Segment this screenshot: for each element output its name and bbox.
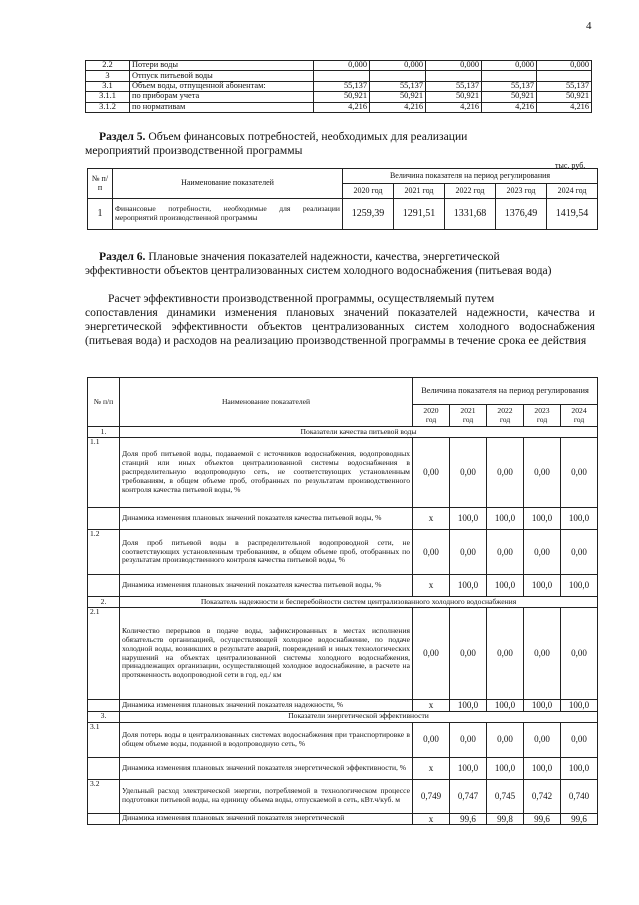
page-number: 4 bbox=[586, 20, 592, 32]
t3-value: 100,0 bbox=[524, 700, 561, 712]
section6-title-line2: эффективности объектов централизованных систем холодного водоснабжения (питьевая вода) bbox=[85, 264, 552, 277]
table-row bbox=[88, 530, 598, 575]
t3-value: 0,00 bbox=[413, 438, 450, 508]
t1-row-num: 2.2 bbox=[86, 61, 130, 71]
t3-value: 0,00 bbox=[524, 530, 561, 575]
t3-value: 100,0 bbox=[487, 575, 524, 597]
t3-value: 0,00 bbox=[487, 530, 524, 575]
t1-row-num: 3.1.1 bbox=[86, 92, 130, 102]
t3-value: 0,00 bbox=[561, 608, 598, 700]
t1-value: 55,137 bbox=[482, 81, 537, 91]
t3-value: 0,00 bbox=[487, 722, 524, 757]
t2-year: 2021 год bbox=[394, 184, 445, 199]
t3-value: 100,0 bbox=[561, 700, 598, 712]
t3-value: х bbox=[413, 813, 450, 825]
t3-value: 0,00 bbox=[487, 608, 524, 700]
t1-row-name: по приборам учета bbox=[130, 92, 314, 102]
t3-col-name: Наименование показателей bbox=[120, 378, 413, 427]
t1-value: 55,137 bbox=[314, 81, 370, 91]
t1-value bbox=[537, 71, 592, 81]
indicators-table bbox=[87, 377, 598, 825]
t3-section-num: 3. bbox=[88, 711, 120, 722]
t2-col-group: Величина показателя на период регулирования bbox=[343, 169, 598, 184]
t3-section-num: 2. bbox=[88, 597, 120, 608]
t3-value: 100,0 bbox=[487, 508, 524, 530]
t3-row-num: 3.2 bbox=[88, 779, 120, 813]
t3-row-name: Доля потерь воды в централизованных системах водоснабжения при транспортировке в общем объеме воды, поданной в водопроводную сеть, % bbox=[120, 722, 413, 757]
t3-value: 0,00 bbox=[524, 722, 561, 757]
t3-value: 0,00 bbox=[487, 438, 524, 508]
t3-value: 100,0 bbox=[561, 575, 598, 597]
t3-year bbox=[524, 405, 561, 427]
t1-value: 4,216 bbox=[537, 102, 592, 112]
table-row bbox=[88, 779, 598, 813]
t2-value: 1259,39 bbox=[343, 199, 394, 230]
t3-row-name: Удельный расход электрической энергии, потребляемой в технологическом процессе подготовки питьевой воды, на единицу объема воды, отпускаемой в сеть, кВт.ч/куб. м bbox=[120, 779, 413, 813]
t3-value: 99,8 bbox=[487, 813, 524, 825]
t1-value: 0,000 bbox=[537, 61, 592, 71]
t3-value: 100,0 bbox=[450, 508, 487, 530]
t1-value: 4,216 bbox=[314, 102, 370, 112]
section6-heading bbox=[99, 250, 596, 264]
t3-section-title: Показатель надежности и бесперебойности систем централизованного холодного водоснабжения bbox=[120, 597, 598, 608]
t1-row-name: Потери воды bbox=[130, 61, 314, 71]
t3-value: х bbox=[413, 508, 450, 530]
t3-value: 0,00 bbox=[413, 722, 450, 757]
t3-value: 0,747 bbox=[450, 779, 487, 813]
t1-value: 50,921 bbox=[426, 92, 482, 102]
section6-title-line1: Плановые значения показателей надежности, качества, энергетической bbox=[148, 250, 500, 263]
t1-value bbox=[482, 71, 537, 81]
t2-col-num: № п/п bbox=[88, 169, 113, 199]
t2-value: 1419,54 bbox=[547, 199, 598, 230]
t3-value: 0,740 bbox=[561, 779, 598, 813]
t3-year bbox=[413, 405, 450, 427]
t3-year-number: 2021 bbox=[460, 405, 476, 415]
t3-value: 0,00 bbox=[450, 608, 487, 700]
section-row bbox=[88, 597, 598, 608]
t3-section-title: Показатели энергетической эффективности bbox=[120, 711, 598, 722]
t3-row-num: 2.1 bbox=[88, 608, 120, 700]
t3-col-num: № п/п bbox=[88, 378, 120, 427]
t1-value: 0,000 bbox=[482, 61, 537, 71]
t3-section-title: Показатели качества питьевой воды bbox=[120, 427, 598, 438]
t1-row-name: по нормативам bbox=[130, 102, 314, 112]
t3-year bbox=[450, 405, 487, 427]
table-row bbox=[88, 757, 598, 779]
table-row bbox=[88, 438, 598, 508]
section5-title-line1: Объем финансовых потребностей, необходимых для реализации bbox=[148, 130, 468, 143]
t3-value: 100,0 bbox=[524, 508, 561, 530]
units-label: тыс. руб. bbox=[555, 161, 586, 170]
table-row bbox=[86, 61, 592, 71]
t3-row-num bbox=[88, 700, 120, 712]
t1-value: 0,000 bbox=[426, 61, 482, 71]
t2-row-num: 1 bbox=[88, 199, 113, 230]
t1-row-name: Отпуск питьевой воды bbox=[130, 71, 314, 81]
t1-value bbox=[314, 71, 370, 81]
t3-row-num: 1.2 bbox=[88, 530, 120, 575]
section6-label: Раздел 6. bbox=[99, 250, 146, 263]
section6-paragraph: сопоставления динамики изменения плановых значений показателей надежности, качества и энергетической эффективности объектов централизованных систем холодного водоснабжения (питьевая вода) и расходов на реализацию производственной программы в течение срока ее действия bbox=[85, 306, 595, 347]
t3-value: 0,00 bbox=[524, 438, 561, 508]
t3-value: 0,742 bbox=[524, 779, 561, 813]
table-row bbox=[88, 508, 598, 530]
t3-year-label: год bbox=[536, 414, 548, 424]
section5-title-line2: мероприятий производственной программы bbox=[85, 144, 303, 157]
t3-row-name: Динамика изменения плановых значений показателя энергетической эффективности, % bbox=[120, 757, 413, 779]
t1-value: 4,216 bbox=[426, 102, 482, 112]
t3-value: х bbox=[413, 757, 450, 779]
t1-value bbox=[370, 71, 426, 81]
t3-value: 0,749 bbox=[413, 779, 450, 813]
section-row bbox=[88, 711, 598, 722]
t3-year bbox=[561, 405, 598, 427]
t3-row-name: Динамика изменения плановых значений показателя качества питьевой воды, % bbox=[120, 508, 413, 530]
t3-value: 0,00 bbox=[561, 722, 598, 757]
t3-section-num: 1. bbox=[88, 427, 120, 438]
t1-value bbox=[426, 71, 482, 81]
t3-row-name: Количество перерывов в подаче воды, зафиксированных в местах исполнения обязательств организацией, осуществляющей холодное водоснабжение, по подаче холодной воды, возникших в результате аварий, повреждений и иных технологических нарушений на объектах централизованной системы холодного водоснабжения, принадлежащих организации, осуществляющей холодное водоснабжение, в расчете на протяженность водопроводной сети в год, ед./ км bbox=[120, 608, 413, 700]
t1-value: 4,216 bbox=[482, 102, 537, 112]
t1-value: 50,921 bbox=[370, 92, 426, 102]
t1-value: 50,921 bbox=[482, 92, 537, 102]
t1-value: 0,000 bbox=[314, 61, 370, 71]
t3-row-name: Динамика изменения плановых значений показателя качества питьевой воды, % bbox=[120, 575, 413, 597]
t3-value: 99,6 bbox=[524, 813, 561, 825]
water-balance-table bbox=[85, 60, 592, 113]
section5-label: Раздел 5. bbox=[99, 130, 146, 143]
table-row bbox=[88, 813, 598, 825]
t2-row-name: Финансовые потребности, необходимые для реализации мероприятий производственной программы bbox=[113, 199, 343, 230]
t2-year: 2022 год bbox=[445, 184, 496, 199]
t3-year-number: 2022 bbox=[497, 405, 513, 415]
t3-value: 100,0 bbox=[561, 757, 598, 779]
t3-year-label: год bbox=[425, 414, 437, 424]
t2-year: 2023 год bbox=[496, 184, 547, 199]
t3-year-label: год bbox=[462, 414, 474, 424]
t1-row-num: 3.1.2 bbox=[86, 102, 130, 112]
t3-row-num bbox=[88, 813, 120, 825]
table-row bbox=[88, 608, 598, 700]
t1-row-num: 3 bbox=[86, 71, 130, 81]
t1-value: 55,137 bbox=[370, 81, 426, 91]
t3-row-num bbox=[88, 575, 120, 597]
t2-value: 1376,49 bbox=[496, 199, 547, 230]
section5-heading bbox=[99, 130, 595, 144]
t3-value: 0,00 bbox=[450, 722, 487, 757]
t3-value: 0,00 bbox=[561, 530, 598, 575]
t1-value: 50,921 bbox=[537, 92, 592, 102]
t3-year-number: 2023 bbox=[534, 405, 550, 415]
t3-row-num bbox=[88, 508, 120, 530]
t3-value: х bbox=[413, 700, 450, 712]
t3-value: 0,00 bbox=[413, 530, 450, 575]
t3-value: 0,745 bbox=[487, 779, 524, 813]
t3-year-number: 2024 bbox=[571, 405, 587, 415]
table-row bbox=[88, 575, 598, 597]
t3-value: х bbox=[413, 575, 450, 597]
t3-value: 100,0 bbox=[487, 757, 524, 779]
table-row bbox=[88, 700, 598, 712]
t1-row-num: 3.1 bbox=[86, 81, 130, 91]
t3-value: 100,0 bbox=[524, 575, 561, 597]
t3-value: 99,6 bbox=[561, 813, 598, 825]
t3-col-group: Величина показателя на период регулирования bbox=[413, 378, 598, 405]
t3-year-label: год bbox=[573, 414, 585, 424]
t3-value: 0,00 bbox=[450, 530, 487, 575]
t3-row-num bbox=[88, 757, 120, 779]
t3-year-number: 2020 bbox=[423, 405, 439, 415]
t3-value: 0,00 bbox=[450, 438, 487, 508]
table-row bbox=[88, 722, 598, 757]
t3-value: 0,00 bbox=[561, 438, 598, 508]
table-row bbox=[86, 102, 592, 112]
t1-value: 55,137 bbox=[426, 81, 482, 91]
t3-value: 100,0 bbox=[450, 757, 487, 779]
t3-row-name: Динамика изменения плановых значений показателя энергетической bbox=[120, 813, 413, 825]
table-row bbox=[86, 81, 592, 91]
t1-value: 0,000 bbox=[370, 61, 426, 71]
t1-value: 50,921 bbox=[314, 92, 370, 102]
t1-value: 4,216 bbox=[370, 102, 426, 112]
t3-year bbox=[487, 405, 524, 427]
t3-row-num: 3.1 bbox=[88, 722, 120, 757]
t3-value: 0,00 bbox=[524, 608, 561, 700]
t3-row-name: Динамика изменения плановых значений показателя надежности, % bbox=[120, 700, 413, 712]
t3-value: 100,0 bbox=[524, 757, 561, 779]
table-row bbox=[86, 71, 592, 81]
t1-value: 55,137 bbox=[537, 81, 592, 91]
t3-row-num: 1.1 bbox=[88, 438, 120, 508]
t2-value: 1291,51 bbox=[394, 199, 445, 230]
section-row bbox=[88, 427, 598, 438]
t3-row-name: Доля проб питьевой воды в распределительной водопроводной сети, не соответствующих установленным требованиям, в общем объеме проб, отобранных по результатам производственного контроля качества питьевой воды, % bbox=[120, 530, 413, 575]
financial-needs-table bbox=[87, 168, 598, 230]
t2-value: 1331,68 bbox=[445, 199, 496, 230]
t3-value: 100,0 bbox=[561, 508, 598, 530]
t3-value: 99,6 bbox=[450, 813, 487, 825]
t3-value: 100,0 bbox=[450, 700, 487, 712]
section6-paragraph-line1: Расчет эффективности производственной программы, осуществляемый путем bbox=[108, 292, 495, 305]
t3-value: 0,00 bbox=[413, 608, 450, 700]
t1-row-name: Объем воды, отпущенной абонентам: bbox=[130, 81, 314, 91]
t3-year-label: год bbox=[499, 414, 511, 424]
t3-row-name: Доля проб питьевой воды, подаваемой с источников водоснабжения, водопроводных станций или иных объектов централизованной системы водоснабжения в распределительную водопроводную сеть, не соответствующих установленным требованиям, в общем объеме проб, отобранных по результатам производственного контроля качества питьевой воды, % bbox=[120, 438, 413, 508]
table-row bbox=[86, 92, 592, 102]
t3-value: 100,0 bbox=[450, 575, 487, 597]
t2-year: 2024 год bbox=[547, 184, 598, 199]
t2-col-name: Наименование показателей bbox=[113, 169, 343, 199]
t2-year: 2020 год bbox=[343, 184, 394, 199]
t3-value: 100,0 bbox=[487, 700, 524, 712]
